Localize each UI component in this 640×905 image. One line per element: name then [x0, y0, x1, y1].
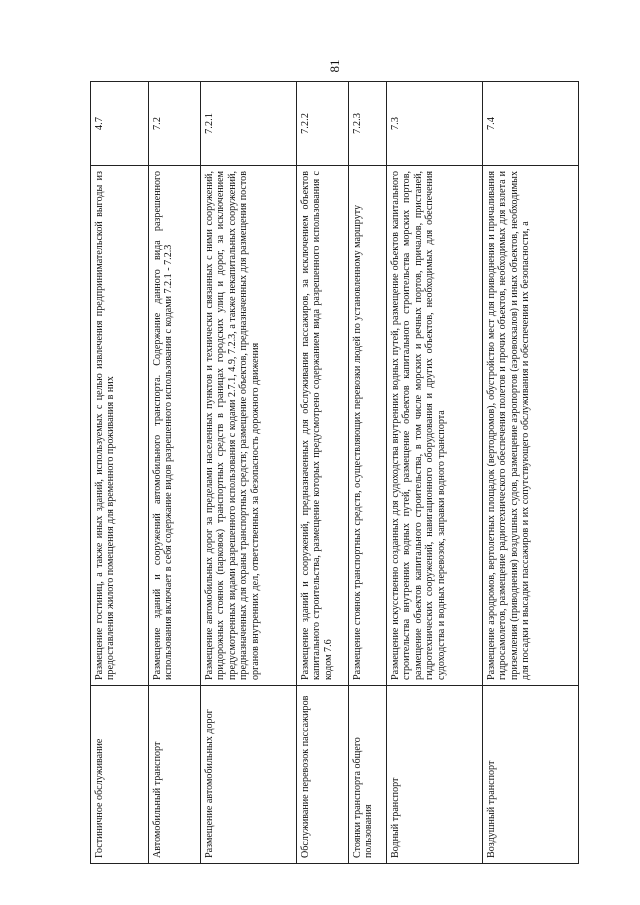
table-row [149, 82, 201, 864]
use-code: 7.4 [483, 82, 579, 166]
table-row [91, 82, 149, 864]
use-name: Автомобильный транспорт [149, 686, 201, 864]
use-name: Гостиничное обслуживание [91, 686, 149, 864]
use-description: Размещение искусственно созданных для судоходства внутренних водных путей, размещение объектов капитального строительства внутренних водных путей, размещение объектов капитального строительства морских портов, размещение объектов капитального строительства, в том числе морских и речных портов, причалов, пристаней, гидротехнических сооружений, навигационного оборудования и других объектов, необходимых для обеспечения судоходства и водных перевозок, заправки водного транспорта [387, 166, 483, 686]
use-code: 7.2 [149, 82, 201, 166]
table-row [483, 82, 579, 864]
use-code: 7.2.1 [201, 82, 297, 166]
page-number: 81 [327, 59, 342, 73]
use-name: Воздушный транспорт [483, 686, 579, 864]
use-name: Водный транспорт [387, 686, 483, 864]
use-description: Размещение зданий и сооружений автомобильного транспорта. Содержание данного вида разрешенного использования включает в себя содержание видов разрешенного использования с кодами 7.2.1 - 7.2.3 [149, 166, 201, 686]
table-row [349, 82, 387, 864]
use-code: 7.2.3 [349, 82, 387, 166]
use-name: Стоянки транспорта общего пользования [349, 686, 387, 864]
use-code: 7.3 [387, 82, 483, 166]
use-description: Размещение гостиниц, а также иных зданий, используемых с целью извлечения предпринимательской выгоды из предоставления жилого помещения для временного проживания в них [91, 166, 149, 686]
use-description: Размещение автомобильных дорог за пределами населенных пунктов и технически связанных с ними сооружений, придорожных стоянок (парковок) транспортных средств в границах городских улиц и дорог, за исключением предусмотренных видами разрешенного использования с кодами 2.7.1, 4.9, 7.2.3, а также некапитальных сооружений, предназначенных для охраны транспортных средств; размещение объектов, предназначенных для размещения постов органов внутренних дел, ответственных за безопасность дорожного движения [201, 166, 297, 686]
use-description: Размещение стоянок транспортных средств, осуществляющих перевозки людей по установленному маршруту [349, 166, 387, 686]
land-use-table [90, 81, 579, 864]
use-code: 7.2.2 [297, 82, 349, 166]
land-use-table-wrapper [90, 82, 578, 864]
table-row [387, 82, 483, 864]
use-name: Обслуживание перевозок пассажиров [297, 686, 349, 864]
use-description: Размещение аэродромов, вертолетных площадок (вертодромов), обустройство мест для приводнения и причаливания гидросамолетов, размещение радиотехнического обеспечения полетов и прочих объектов, необходимых для взлета и приземления (приводнения) воздушных судов, размещение аэропортов (аэровокзалов) и иных объектов, необходимых для посадки и высадки пассажиров и их сопутствующего обслуживания и обеспечения их безопасности, а [483, 166, 579, 686]
use-name: Размещение автомобильных дорог [201, 686, 297, 864]
use-description: Размещение зданий и сооружений, предназначенных для обслуживания пассажиров, за исключением объектов капитального строительства, размещение которых предусмотрено содержанием вида разрешенного использования с кодом 7.6 [297, 166, 349, 686]
table-row [297, 82, 349, 864]
use-code: 4.7 [91, 82, 149, 166]
table-row [201, 82, 297, 864]
